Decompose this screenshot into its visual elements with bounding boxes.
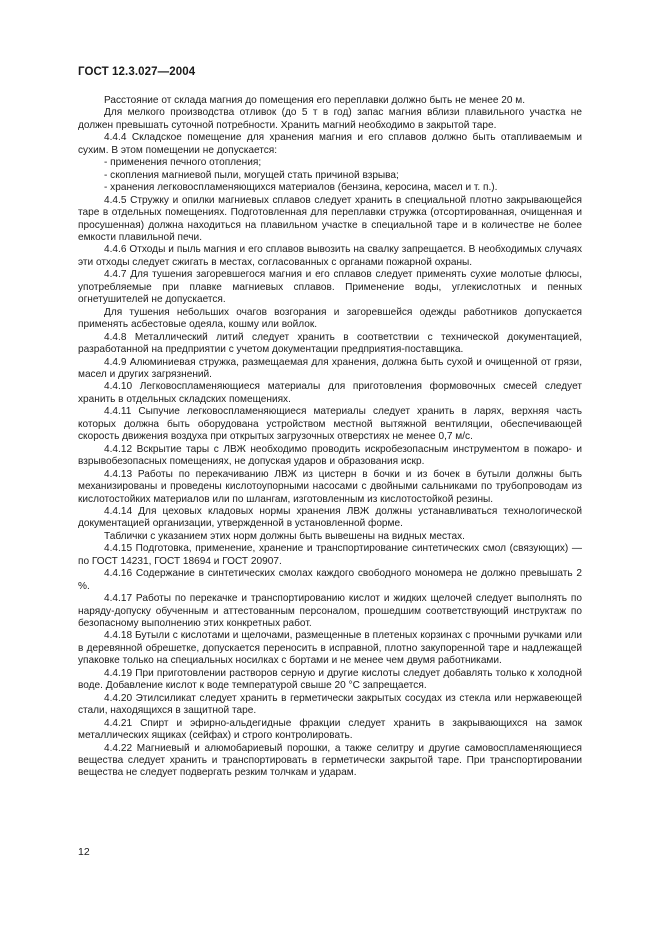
clause-4-4-13: 4.4.13 Работы по перекачиванию ЛВЖ из цистерн в бочки и из бочек в бутыли должны быть механизированы и проведены кислотоупорными насосами с двойными сальниками по трубопроводам из кислотостойких материалов или по шлангам, изготовленным из кислотостойкой резины. bbox=[78, 468, 582, 505]
clause-4-4-6: 4.4.6 Отходы и пыль магния и его сплавов вывозить на свалку запрещается. В необходимых случаях эти отходы следует сжигать в местах, согласованных с органами пожарной охраны. bbox=[78, 244, 582, 268]
clause-4-4-20: 4.4.20 Этилсиликат следует хранить в герметически закрытых сосудах из стекла или нержавеющей стали, находящихся в защитной таре. bbox=[78, 692, 582, 717]
clause-4-4-10: 4.4.10 Легковоспламеняющиеся материалы для приготовления формовочных смесей следует хранить в отдельных складских помещениях. bbox=[78, 381, 582, 405]
clause-4-4-5: 4.4.5 Стружку и опилки магниевых сплавов следует хранить в специальной плотно закрывающейся таре в отдельных помещениях. Подготовленная для переплавки стружка (отсортированная, очищенная и просушенная) должна находиться на плавильном участке в специальной таре и в количестве не более емкости плавильной печи. bbox=[78, 194, 582, 243]
list-item: - хранения легковоспламеняющихся материалов (бензина, керосина, масел и т. п.). bbox=[104, 182, 498, 194]
page-number: 12 bbox=[78, 846, 90, 858]
clause-4-4-19: 4.4.19 При приготовлении растворов серную и другие кислоты следует добавлять только к холодной воде. Добавление кислот к воде температурой свыше 20 °С запрещается. bbox=[78, 667, 582, 692]
list-item: - применения печного отопления; bbox=[104, 157, 262, 169]
clause-4-4-15: 4.4.15 Подготовка, применение, хранение и транспортирование синтетических смол (связующих) — по ГОСТ 14231, ГОСТ 18694 и ГОСТ 20907. bbox=[78, 543, 582, 567]
clause-4-4-18: 4.4.18 Бутыли с кислотами и щелочами, размещенные в плетеных корзинах с прочными ручками или в деревянной обрешетке, допускается переносить в исправной, плотно закупоренной таре и надлежащей упаковке только на специальных носилках с бортами и не менее чем двумя работниками. bbox=[78, 630, 582, 667]
list-item: - скопления магниевой пыли, могущей стать причиной взрыва; bbox=[104, 169, 399, 181]
paragraph: Таблички с указанием этих норм должны быть вывешены на видных местах. bbox=[104, 530, 465, 542]
clause-4-4-16: 4.4.16 Содержание в синтетических смолах каждого свободного мономера не должно превышать 2 %. bbox=[78, 568, 582, 592]
paragraph: Для тушения небольших очагов возгорания и загоревшейся одежды работников допускается применять асбестовые одеяла, кошму или войлок. bbox=[78, 306, 582, 331]
clause-4-4-4: 4.4.4 Складское помещение для хранения магния и его сплавов должно быть отапливаемым и сухим. В этом помещении не допускается: bbox=[78, 132, 582, 156]
clause-4-4-11: 4.4.11 Сыпучие легковоспламеняющиеся материалы следует хранить в ларях, верхняя часть которых должна быть оборудована устройством местной вытяжной вентиляции, обеспечивающей скорость движения воздуха при открытых загрузочных отверстиях не менее 0,7 м/с. bbox=[78, 406, 582, 443]
paragraph: Для мелкого производства отливок (до 5 т в год) запас магния вблизи плавильного участка не должен превышать суточной потребности. Хранить магний необходимо в закрытой таре. bbox=[78, 107, 582, 131]
clause-4-4-12: 4.4.12 Вскрытие тары с ЛВЖ необходимо проводить искробезопасным инструментом в пожаро- и взрывобезопасных помещениях, не допуская ударов и образования искр. bbox=[78, 443, 582, 468]
clause-4-4-8: 4.4.8 Металлический литий следует хранить в соответствии с технической документацией, разработанной на предприятии с учетом документации предприятия-поставщика. bbox=[78, 331, 582, 356]
document-body bbox=[78, 95, 582, 780]
document-header: ГОСТ 12.3.027—2004 bbox=[78, 66, 196, 78]
clause-4-4-21: 4.4.21 Спирт и эфирно-альдегидные фракции следует хранить в закрывающихся на замок металлических ящиках (сейфах) и строго контролировать. bbox=[78, 717, 582, 742]
clause-4-4-17: 4.4.17 Работы по перекачке и транспортированию кислот и жидких щелочей следует выполнять по наряду-допуску обученным и аттестованным персоналом, прошедшим соответствующий инструктаж по безопасному выполнению этих конкретных работ. bbox=[78, 593, 582, 630]
clause-4-4-22: 4.4.22 Магниевый и алюмобариевый порошки, а также селитру и другие самовоспламеняющиеся вещества следует хранить и транспортировать в герметически закрытой таре. При транспортировании вещества не следует подвергать резким толчкам и ударам. bbox=[78, 742, 582, 779]
clause-4-4-7: 4.4.7 Для тушения загоревшегося магния и его сплавов следует применять сухие молотые флюсы, употребляемые при плавке магниевых сплавов. Применение воды, углекислотных и пенных огнетушителей не допускается. bbox=[78, 269, 582, 306]
clause-4-4-9: 4.4.9 Алюминиевая стружка, размещаемая для хранения, должна быть сухой и очищенной от грязи, масел и других загрязнений. bbox=[78, 356, 582, 380]
clause-4-4-14: 4.4.14 Для цеховых кладовых нормы хранения ЛВЖ должны устанавливаться технологической документацией организации, утвержденной в установленной форме. bbox=[78, 505, 582, 530]
paragraph: Расстояние от склада магния до помещения его переплавки должно быть не менее 20 м. bbox=[104, 95, 526, 106]
